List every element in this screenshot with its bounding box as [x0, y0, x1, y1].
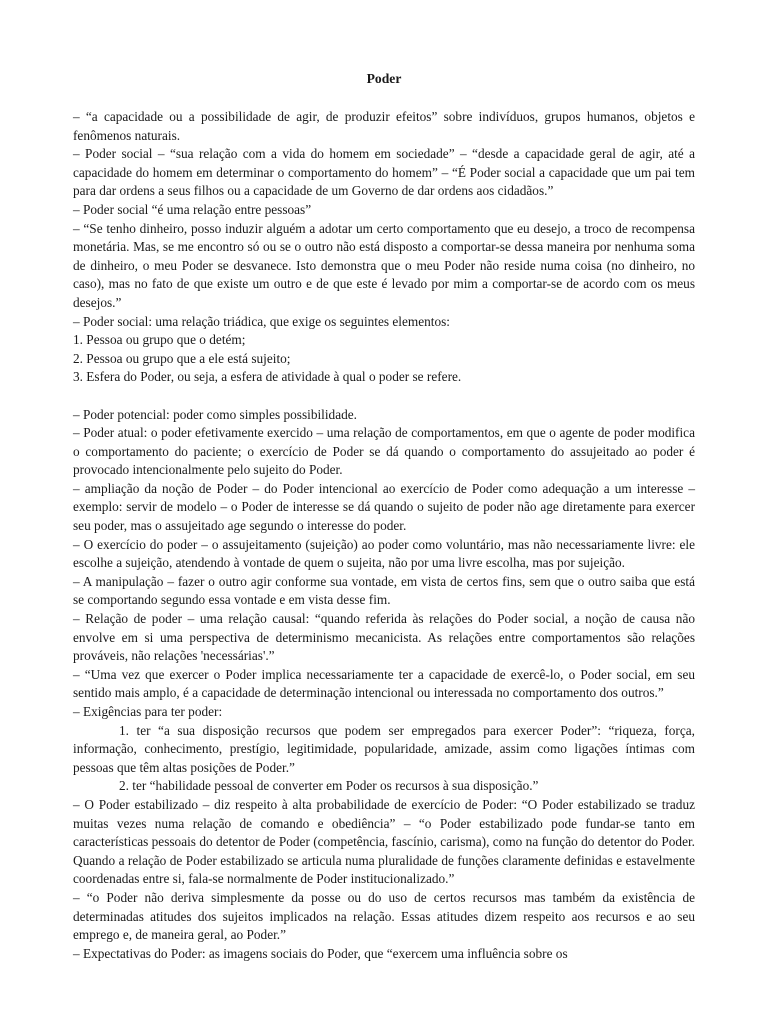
paragraph: – “a capacidade ou a possibilidade de agir, de produzir efeitos” sobre indivíduos, grupos humanos, objetos e fenômenos naturais. [73, 109, 695, 143]
paragraph: – ampliação da noção de Poder – do Poder intencional ao exercício de Poder como adequação a um interesse – exemplo: servir de modelo – o Poder de interesse se dá quando o sujeito de poder não age diretamente para exercer seu poder, mas o assujeitado age segundo o interesse do poder. [73, 480, 695, 534]
paragraph: – A manipulação – fazer o outro agir conforme sua vontade, em vista de certos fins, sem que o outro saiba que está se comportando segundo essa vontade e em vista desse fim. [73, 573, 695, 608]
paragraph-spacer [73, 387, 695, 406]
paragraph: – Poder social – “sua relação com a vida do homem em sociedade” – “desde a capacidade geral de agir, até a capacidade do homem em determinar o comportamento do homem” – “É Poder social a capacidade que um pai tem para dar ordens a seus filhos ou a capacidade de um Governo de dar ordens aos cidadãos.” [73, 146, 695, 199]
paragraph: – Poder atual: o poder efetivamente exercido – uma relação de comportamentos, em que o agente de poder modifica o comportamento do paciente; o exercício de Poder se dá quando o comportamento do assujeitado ao poder é provocado intencionalmente pelo sujeito do Poder. [73, 425, 695, 478]
document-page [73, 70, 695, 963]
document-body [73, 108, 695, 963]
paragraph: 2. ter “habilidade pessoal de converter em Poder os recursos à sua disposição.” [119, 778, 539, 794]
paragraph: – Exigências para ter poder: [73, 704, 223, 719]
paragraph: – Relação de poder – uma relação causal: “quando referida às relações do Poder social, a noção de causa não envolve em si uma perspectiva de determinismo mecanicista. As relações entre comportamentos são relações prováveis, não relações 'necessárias'.” [73, 611, 695, 664]
paragraph: – “Uma vez que exercer o Poder implica necessariamente ter a capacidade de exercê-lo, o Poder social, em seu sentido mais amplo, é a capacidade de determinação intencional ou interessada no comportamento dos outros.” [73, 666, 695, 701]
paragraph: – Poder potencial: poder como simples possibilidade. [73, 406, 357, 422]
paragraph: – Poder social: uma relação triádica, que exige os seguintes elementos: [73, 313, 450, 329]
paragraph: 1. ter “a sua disposição recursos que podem ser empregados para exercer Poder”: “riqueza, força, informação, conhecimento, prestígio, legitimidade, popularidade, amizade, assim como ligações íntimas com pessoas que têm altas posições de Poder.” [73, 722, 695, 775]
paragraph: – “o Poder não deriva simplesmente da posse ou do uso de certos recursos mas também da existência de determinadas atitudes dos sujeitos implicados na relação. Essas atitudes dizem respeito aos recursos e ao seu emprego e, de maneira geral, ao Poder.” [73, 889, 695, 943]
paragraph: – Poder social “é uma relação entre pessoas” [73, 201, 312, 217]
paragraph: 2. Pessoa ou grupo que a ele está sujeito; [73, 350, 291, 366]
paragraph: – Expectativas do Poder: as imagens sociais do Poder, que “exercem uma influência sobre os [73, 945, 568, 961]
paragraph: – O Poder estabilizado – diz respeito à alta probabilidade de exercício de Poder: “O Poder estabilizado se traduz muitas vezes numa relação de comando e obediência” – “o Poder estabilizado pode fundar-se tanto em características pessoais do detentor de Poder (competência, fascínio, carisma), como na função do detentor do Poder. Quando a relação de Poder estabilizado se articula numa pluralidade de funções claramente definidas e estavelmente coordenadas entre si, fala-se normalmente de Poder institucionalizado.” [73, 796, 695, 887]
paragraph: 3. Esfera do Poder, ou seja, a esfera de atividade à qual o poder se refere. [73, 369, 462, 385]
paragraph: – O exercício do poder – o assujeitamento (sujeição) ao poder como voluntário, mas não necessariamente livre: ele escolhe a sujeição, atendendo à vontade de quem o sujeita, não por uma livre escolha, mas por sujeição. [73, 536, 695, 571]
paragraph: 1. Pessoa ou grupo que o detém; [73, 332, 246, 348]
page-title: Poder [366, 71, 402, 86]
paragraph: – “Se tenho dinheiro, posso induzir alguém a adotar um certo comportamento que eu desejo, a troco de recompensa monetária. Mas, se me encontro só ou se o outro não está disposto a comportar-se dessa maneira por nenhuma soma de dinheiro, o meu Poder se desvanece. Isto demonstra que o meu Poder não reside numa coisa (no dinheiro, no caso), mas no fato de que existe um outro e de que este é levado por mim a comportar-se de acordo com os meus desejos.” [73, 220, 695, 310]
